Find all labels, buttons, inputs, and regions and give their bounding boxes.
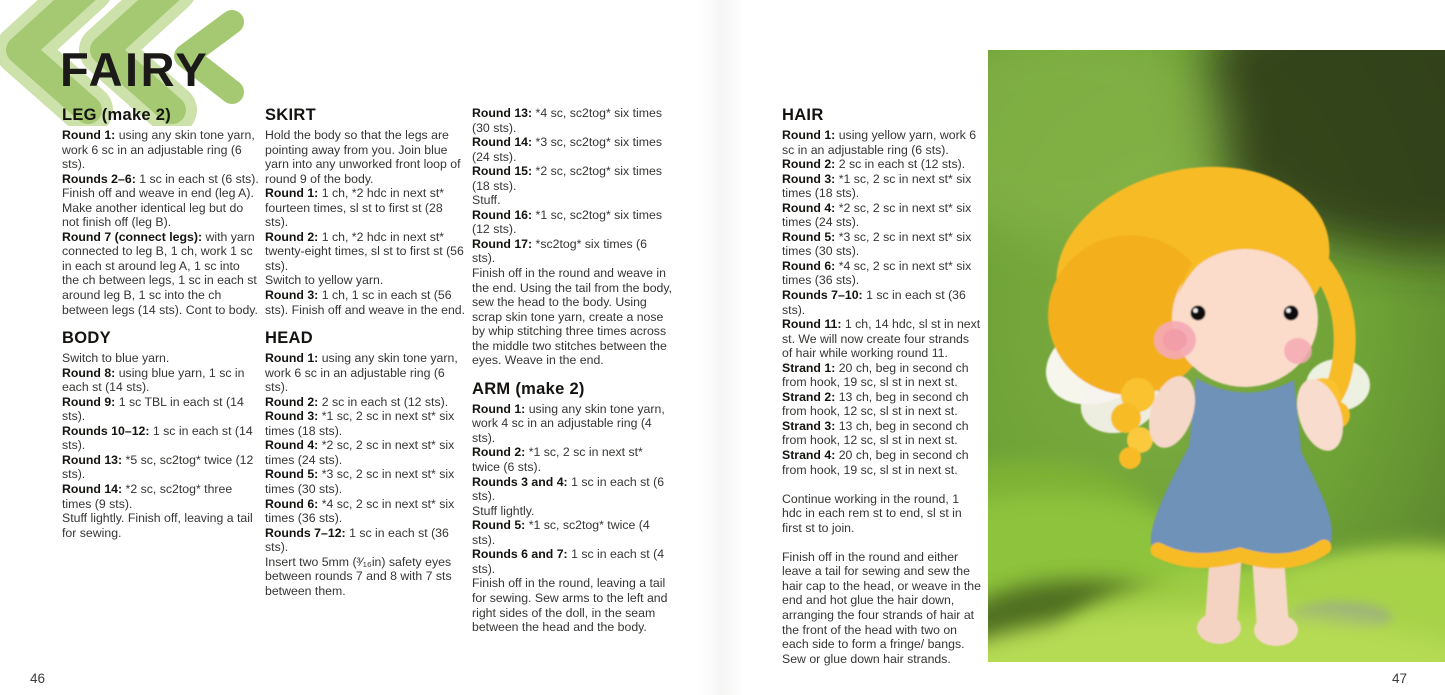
pattern-line: Round 2: 2 sc in each st (12 sts). [782,157,966,172]
pattern-line: Round 6: *4 sc, 2 sc in next st* six times (36 sts). [782,258,972,288]
pattern-line: Round 1: using yellow yarn, work 6 sc in an adjustable ring (6 sts). [782,128,977,157]
pattern-line: Round 13: *4 sc, sc2tog* six times (30 sts). [472,106,662,135]
section-heading: HAIR [782,106,824,124]
page-number-right: 47 [1392,671,1408,686]
pattern-line: Round 11: 1 ch, 14 hdc, sl st in next st. We will now create four strands of hair while working round 11. [782,317,981,361]
pattern-line: Round 3: *1 sc, 2 sc in next st* six times (18 sts). [265,409,455,438]
pattern-line: Rounds 3 and 4: 1 sc in each st (6 sts). [472,474,665,504]
pattern-line: Finish off in the round and either leave a tail for sewing and sew the hair cap to the head, or weave in the end and hot glue the hair down, arranging the four strands of hair at the front of the head with two on each side to form a fringe/ bangs. Sew or glue down hair strands. [782,549,981,666]
pattern-line: Round 4: *2 sc, 2 sc in next st* six times (24 sts). [265,438,455,467]
pattern-line: Insert two 5mm (³⁄₁₆in) safety eyes between rounds 7 and 8 with 7 sts between them. [265,554,452,598]
page-number-left: 46 [30,671,46,686]
section-heading: HEAD [265,329,313,348]
pattern-line: Round 15: *2 sc, sc2tog* six times (18 sts). [472,164,662,193]
pattern-column [472,106,673,635]
pattern-line: Strand 4: 20 ch, beg in second ch from hook, 19 sc, sl st in next st. [782,448,969,477]
section-heading: SKIRT [265,106,316,124]
pattern-line: Round 14: *3 sc, sc2tog* six times (24 sts). [472,135,662,164]
pattern-line: Round 5: *3 sc, 2 sc in next st* six times (30 sts). [782,229,972,259]
pattern-line: Round 17: *sc2tog* six times (6 sts). [472,236,647,266]
pattern-line: Round 1: using any skin tone yarn, work 4 sc in an adjustable ring (4 sts). [472,401,665,445]
pattern-column [62,106,259,540]
section-heading: ARM (make 2) [472,379,585,398]
pattern-line: Round 2: 2 sc in each st (12 sts). [265,394,449,409]
pattern-line: Strand 1: 20 ch, beg in second ch from hook, 19 sc, sl st in next st. [782,360,969,390]
pattern-line: Round 9: 1 sc TBL in each st (14 sts). [62,394,244,424]
pattern-line: Finish off in the round, leaving a tail for sewing. Sew arms to the left and right sides of the doll, in the seam between the head and the body. [472,576,668,635]
pattern-line: Round 13: *5 sc, sc2tog* twice (12 sts). [62,452,254,482]
section-heading: LEG (make 2) [62,106,172,124]
spread-fold-shadow [699,0,745,695]
pattern-column [782,106,981,666]
pattern-line: Stuff. [472,193,501,208]
pattern-line: Switch to yellow yarn. [265,273,384,288]
pattern-line: Rounds 6 and 7: 1 sc in each st (4 sts). [472,547,665,576]
pattern-line: Round 16: *1 sc, sc2tog* six times (12 sts). [472,207,662,237]
pattern-line: Strand 3: 13 ch, beg in second ch from hook, 12 sc, sl st in next st. [782,418,969,448]
pattern-line: Finish off in the round and weave in the end. Using the tail from the body, sew the head to the body. Using scrap skin tone yarn, create a nose by whip stitching three times across the middle two stitches between the eyes. Weave in the end. [472,266,673,368]
pattern-line: Rounds 2–6: 1 sc in each st (6 sts). Finish off and weave in end (leg A). Make another identical leg but do not finish off (leg B). [62,171,259,230]
pattern-line: Stuff lightly. [472,503,535,518]
pattern-line: Continue working in the round, 1 hdc in each rem st to end, sl st in first st to join. [782,491,962,535]
pattern-line: Round 8: using blue yarn, 1 sc in each st (14 sts). [62,365,245,395]
pattern-line: Hold the body so that the legs are pointing away from you. Join blue yarn into any unworked front loop of round 9 of the body. [265,128,461,186]
pattern-column [265,106,466,598]
pattern-line: Round 2: 1 ch, *2 hdc in next st* twenty-eight times, sl st to first st (56 sts). [265,229,464,273]
fairy-doll-photo [988,50,1445,662]
pattern-line: Round 14: *2 sc, sc2tog* three times (9 sts). [62,482,233,511]
pattern-line: Round 1: using any skin tone yarn, work 6 sc in an adjustable ring (6 sts). [265,351,458,395]
pattern-line: Round 4: *2 sc, 2 sc in next st* six times (24 sts). [782,200,972,230]
pattern-line: Switch to blue yarn. [62,351,170,366]
pattern-line: Round 3: 1 ch, 1 sc in each st (56 sts). Finish off and weave in the end. [265,288,466,317]
pattern-line: Round 3: *1 sc, 2 sc in next st* six times (18 sts). [782,171,972,201]
section-heading: BODY [62,329,111,348]
pattern-line: Rounds 7–10: 1 sc in each st (36 sts). [782,288,966,317]
pattern-line: Round 5: *1 sc, sc2tog* twice (4 sts). [472,518,650,547]
pattern-line: Round 5: *3 sc, 2 sc in next st* six times (30 sts). [265,467,455,497]
pattern-line: Round 1: 1 ch, *2 hdc in next st* fourteen times, sl st to first st (28 sts). [265,186,445,230]
pattern-line: Stuff lightly. Finish off, leaving a tail for sewing. [62,511,253,540]
pattern-line: Round 7 (connect legs): with yarn connected to leg B, 1 ch, work 1 sc in each st around leg A, 1 sc into the ch between legs, 1 sc in each st around leg B, 1 sc into the ch between legs (14 sts). Cont to body. [62,229,258,317]
page-title: FAIRY [60,43,210,96]
pattern-line: Round 6: *4 sc, 2 sc in next st* six times (36 sts). [265,496,455,526]
pattern-line: Round 1: using any skin tone yarn, work 6 sc in an adjustable ring (6 sts). [62,128,255,172]
fairy-doll-illustration [988,50,1445,662]
pattern-line: Rounds 10–12: 1 sc in each st (14 sts). [62,423,253,453]
pattern-line: Strand 2: 13 ch, beg in second ch from hook, 12 sc, sl st in next st. [782,389,969,419]
pattern-line: Round 2: *1 sc, 2 sc in next st* twice (6 sts). [472,445,643,475]
pattern-line: Rounds 7–12: 1 sc in each st (36 sts). [265,525,449,555]
